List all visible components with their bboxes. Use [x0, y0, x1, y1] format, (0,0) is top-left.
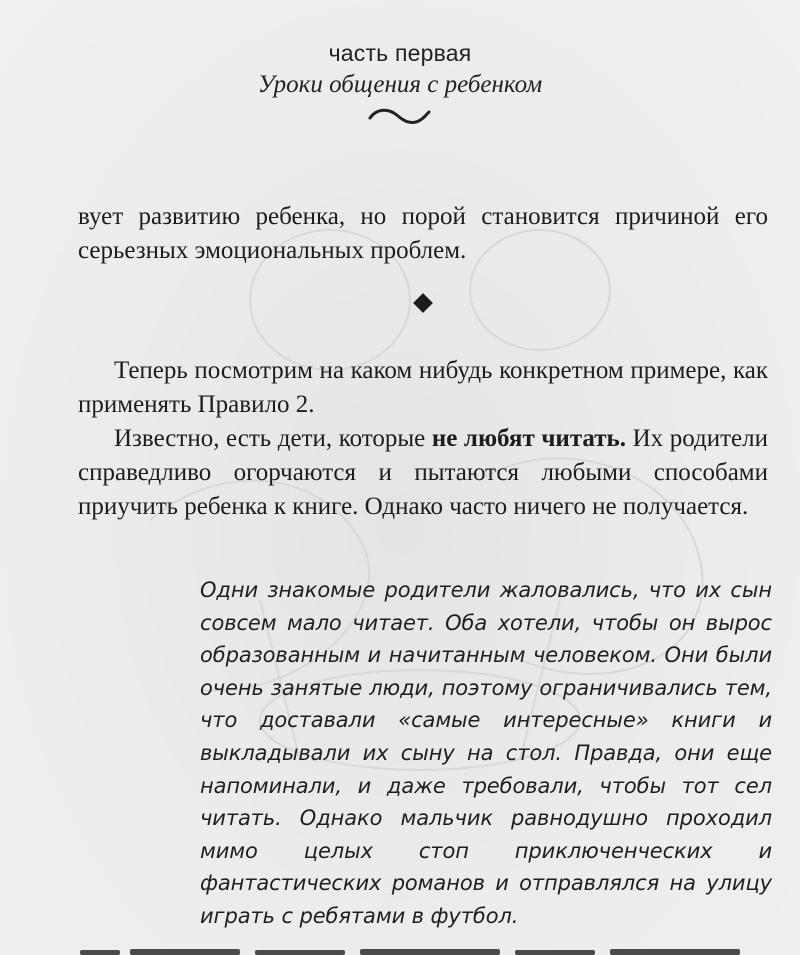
paragraph-line: серьезных эмоциональных проблем. — [78, 237, 467, 264]
paragraph-rule-example: Теперь посмотрим на каком нибудь конкретном примере, как применять Правило 2. — [78, 357, 768, 418]
part-title: Уроки общения с ребенком — [257, 71, 543, 98]
ornament-swash-icon — [365, 106, 435, 128]
running-head — [0, 38, 800, 128]
example-story: Одни знакомые родители жаловались, что их сын совсем мало читает. Оба хотели, чтобы он вырос образованным и начитанным человеком. Они были очень занятые люди, поэтому ограничивались тем, что доставали «самые интересные» книги и выкладывали их сыну на стол. Правда, они еще напоминали, и даже требовали, чтобы тот сел читать. Однако мальчик равнодушно проходил мимо целых стоп приключенческих и фантастических романов и отправлялся на улицу играть с ребятами в футбол. — [200, 578, 772, 928]
emphasis-text: не любят читать. — [431, 425, 627, 452]
paragraph-reading — [78, 422, 768, 524]
paragraph-text: Их родители справедливо огорчаются и пытаются любыми способами приучить ребенка к книге. Однако часто ничего не получается. — [78, 425, 768, 520]
section-divider-diamond-icon — [413, 293, 433, 313]
paragraph-line: вует развитию ребенка, но порой становится причиной его — [78, 203, 768, 230]
main-text — [78, 354, 768, 524]
paragraph-continuation — [78, 200, 768, 268]
part-label: часть первая — [328, 40, 472, 66]
paragraph-text: Известно, есть дети, которые — [114, 425, 432, 452]
cut-off-line-fragment — [60, 938, 760, 955]
